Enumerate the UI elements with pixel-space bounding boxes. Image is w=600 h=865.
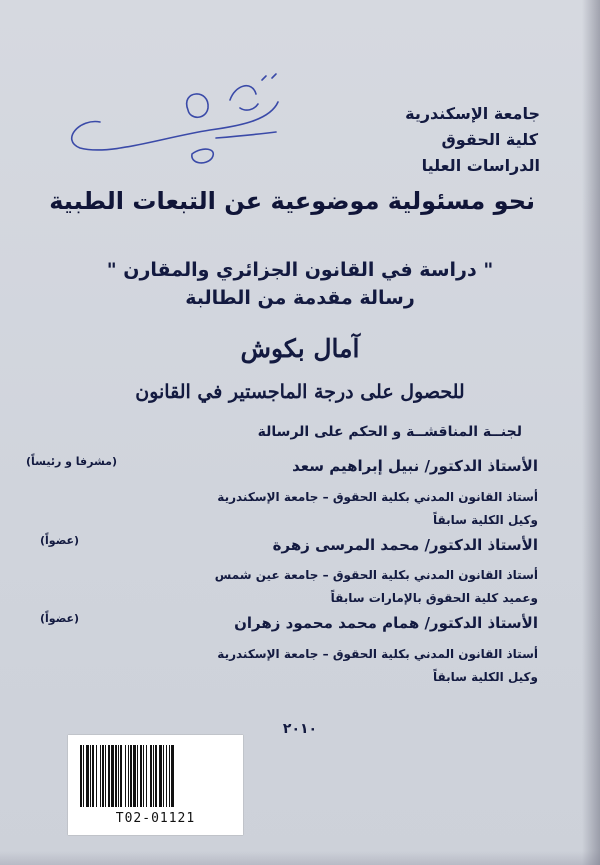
faculty-name: كلية الحقوق — [441, 130, 538, 149]
graduate-studies: الدراسات العليا — [421, 156, 540, 175]
page-edge-shadow — [582, 0, 600, 865]
member-name: الأستاذ الدكتور/ محمد المرسى زهرة — [272, 536, 538, 554]
member-description: وكيل الكلية سابقاً — [432, 670, 538, 684]
member-role: (عضواً) — [40, 612, 80, 625]
member-name: الأستاذ الدكتور/ نبيل إبراهيم سعد — [292, 457, 538, 475]
university-name: جامعة الإسكندرية — [405, 104, 540, 123]
thesis-title: نحو مسئولية موضوعية عن التبعات الطبية — [49, 187, 535, 215]
member-description: أستاذ القانون المدني بكلية الحقوق – جامعة الإسكندرية — [217, 490, 538, 504]
page-bottom-edge — [0, 851, 600, 865]
member-description: أستاذ القانون المدني بكلية الحقوق – جامعة عين شمس — [214, 568, 538, 582]
degree-line: للحصول على درجة الماجستير في القانون — [135, 381, 465, 403]
student-name: آمال بكوش — [240, 334, 360, 363]
member-name: الأستاذ الدكتور/ همام محمد محمود زهران — [234, 614, 538, 632]
thesis-subtitle: " دراسة في القانون الجزائري والمقارن " — [106, 259, 494, 281]
member-description: وعميد كلية الحقوق بالإمارات سابقاً — [330, 591, 538, 605]
member-role: (مشرفا و رئيساً) — [26, 455, 118, 468]
committee-heading: لجنــة المناقشــة و الحكم على الرسالة — [257, 424, 522, 440]
barcode-number: T02-01121 — [115, 811, 196, 826]
submitted-by: رسالة مقدمة من الطالبة — [185, 287, 415, 309]
member-description: وكيل الكلية سابقاً — [432, 513, 538, 527]
member-description: أستاذ القانون المدني بكلية الحقوق – جامعة الإسكندرية — [217, 647, 538, 661]
handwritten-note — [40, 50, 290, 180]
member-role: (عضواً) — [40, 534, 80, 547]
year: ٢٠١٠ — [282, 721, 318, 737]
barcode-label — [68, 735, 243, 835]
barcode-bars — [80, 745, 228, 807]
